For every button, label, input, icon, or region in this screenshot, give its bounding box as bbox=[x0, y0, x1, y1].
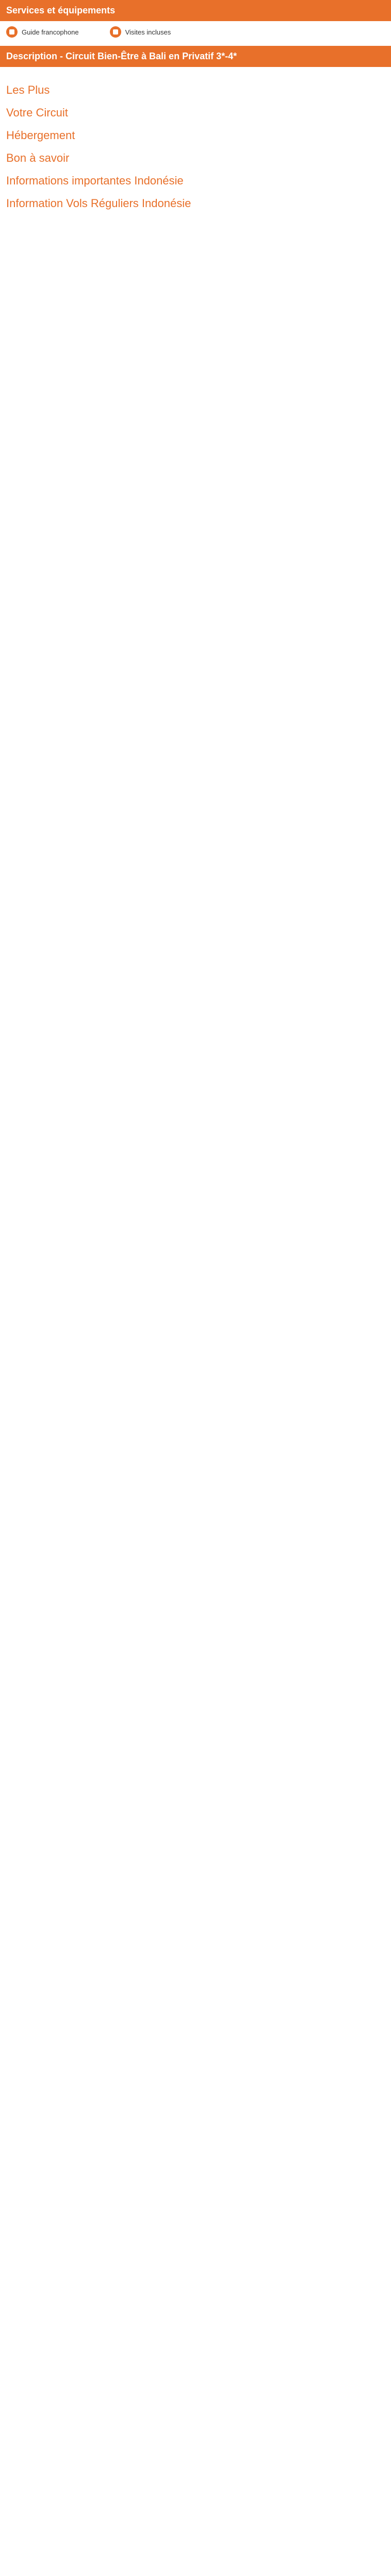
services-band bbox=[0, 0, 391, 21]
heading-vols: Information Vols Réguliers Indonésie bbox=[6, 197, 191, 210]
service-label-visits: Visites incluses bbox=[125, 28, 171, 36]
content bbox=[0, 67, 391, 210]
services-list bbox=[0, 21, 391, 46]
visits-icon bbox=[110, 26, 121, 38]
heading-hebergement: Hébergement bbox=[6, 129, 75, 142]
services-band-title: Services et équipements bbox=[6, 5, 116, 15]
heading-circuit: Votre Circuit bbox=[6, 106, 68, 119]
heading-savoir: Bon à savoir bbox=[6, 151, 70, 164]
description-band-title: Description - Circuit Bien-Être à Bali en Privatif 3*-4* bbox=[6, 51, 237, 61]
heading-plus: Les Plus bbox=[6, 83, 50, 96]
service-item-guide bbox=[6, 26, 79, 38]
service-item-visits bbox=[110, 26, 171, 38]
heading-infos: Informations importantes Indonésie bbox=[6, 174, 184, 187]
service-label-guide: Guide francophone bbox=[22, 28, 79, 36]
guide-icon bbox=[6, 26, 18, 38]
description-band bbox=[0, 46, 391, 67]
